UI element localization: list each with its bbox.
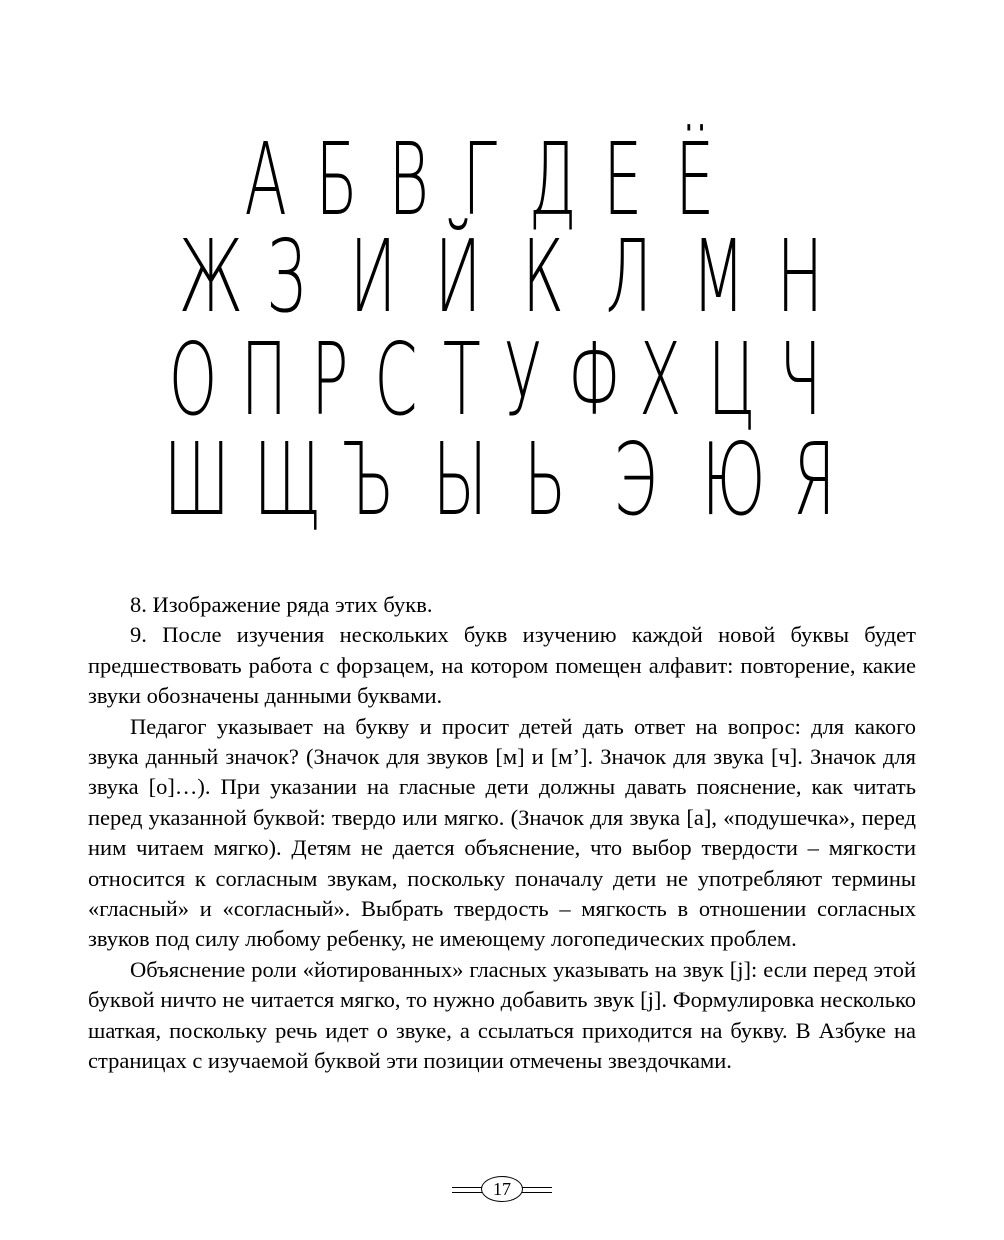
letter: Р [311, 321, 349, 438]
letter: Ц [708, 321, 757, 438]
ornament-rule-left [452, 1187, 482, 1193]
letter: Х [638, 321, 682, 438]
paragraph-item-8: 8. Изображение ряда этих букв. [130, 592, 433, 617]
letter: Й [434, 218, 482, 335]
alphabet-row-3 [155, 321, 835, 438]
letter: П [240, 321, 288, 438]
alphabet-row-2 [165, 218, 835, 335]
ornament-rule-right [522, 1187, 552, 1193]
letter: Ё [674, 121, 714, 238]
page-number: 17 [481, 1176, 523, 1202]
letter: А [244, 121, 287, 238]
letter: Ъ [343, 421, 395, 538]
letter: С [373, 321, 418, 438]
letter: Л [605, 218, 653, 335]
paragraph-item-9: 9. После изучения нескольких букв изучению каждой новой буквы будет предшествовать работа с форзацем, на котором помещен алфавит: повторение, какие звуки обозначены данными буквами. [88, 622, 916, 709]
letter: Щ [253, 421, 322, 538]
body-text [88, 590, 916, 1077]
letter: Ш [163, 421, 230, 538]
letter: И [349, 218, 397, 335]
letter: Ь [523, 421, 567, 538]
letter: Ч [779, 321, 822, 438]
letter: Д [528, 121, 578, 238]
paragraph-teacher: Педагог указывает на букву и просит детей дать ответ на вопрос: для какого звука данный значок? (Значок для звуков [м] и [м’]. Значок для звука [ч]. Значок для звука [о]…). При указании на гласные дети должны давать пояснение, как читать перед указанной буквой: твердо или мягко. (Значок для звука [а], «подушечка», перед ним читаем мягко). Детям не дается объяснение, что выбор твердости – мягкости относится к согласным звукам, поскольку поначалу дети не употребляют термины «гласный» и «согласный». Выбрать твердость – мягкость в отношении согласных звуков под силу любому ребенку, не имеющему логопедических проблем. [88, 713, 916, 952]
alphabet-row-1 [230, 121, 730, 238]
letter: З [266, 218, 307, 335]
letter: Ы [432, 421, 488, 538]
letter: К [521, 218, 564, 335]
letter: Я [792, 421, 836, 538]
alphabet-row-4 [150, 421, 850, 538]
letter: Ф [567, 321, 621, 438]
paragraph-iotated: Объяснение роли «йотированных» гласных указывать на звук [j]: если перед этой буквой ничто не читается мягко, то нужно добавить звук [j]. Формулировка несколько шаткая, поскольку речь идет о звуке, а ссылаться приходится на букву. В Азбуке на страницах с изучаемой буквой эти позиции отмечены звездочками. [88, 956, 916, 1074]
letter: В [388, 121, 429, 238]
page-number-ornament [452, 1175, 552, 1203]
letter: Б [315, 121, 359, 238]
letter: Ж [178, 218, 244, 335]
letter: Г [462, 121, 497, 238]
letter: Ю [701, 421, 766, 538]
letter: Т [442, 321, 481, 438]
letter: Е [603, 121, 643, 238]
letter: У [504, 321, 542, 438]
letter: М [691, 218, 745, 335]
letter: Н [776, 218, 824, 335]
letter: Э [612, 421, 657, 538]
letter: О [168, 321, 218, 438]
